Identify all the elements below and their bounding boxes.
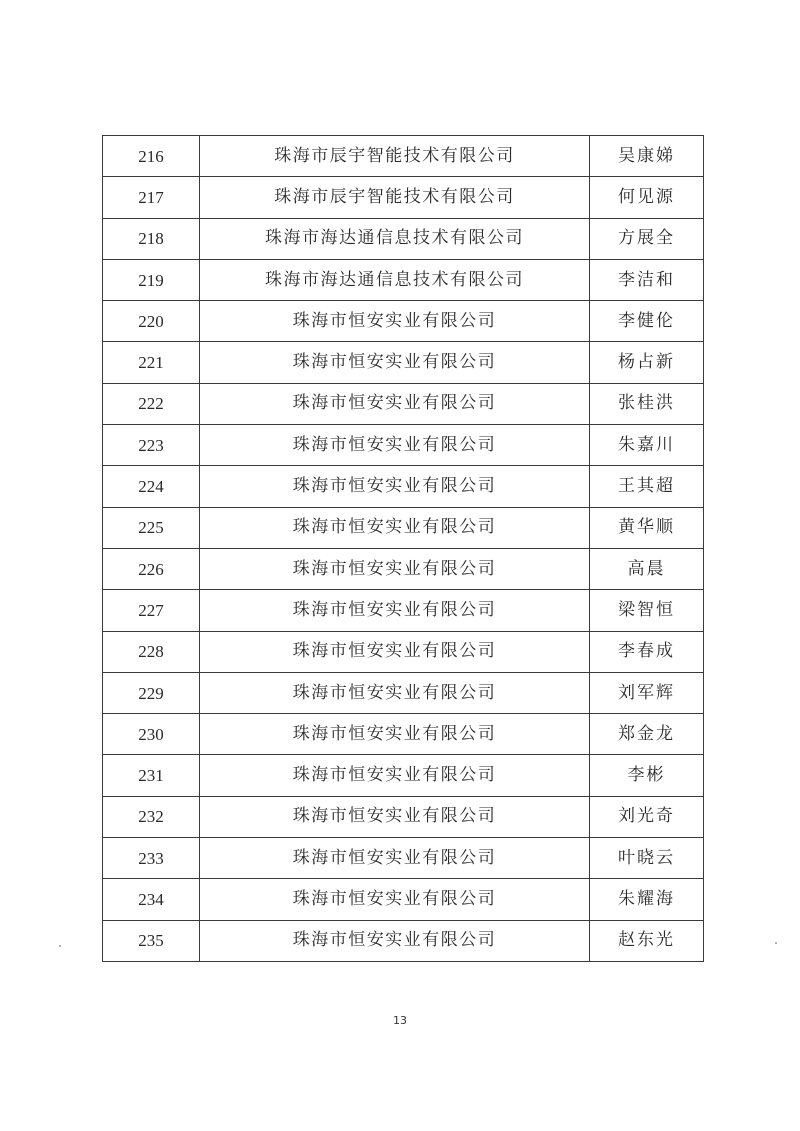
row-number-cell: 234 — [103, 879, 200, 920]
table-row — [103, 755, 704, 796]
person-name-cell: 刘军辉 — [590, 672, 704, 713]
row-number-cell: 235 — [103, 920, 200, 961]
page-number: 13 — [393, 1014, 407, 1027]
row-number-cell: 226 — [103, 548, 200, 589]
table-row — [103, 425, 704, 466]
person-name-cell: 李彬 — [590, 755, 704, 796]
person-name-cell: 张桂洪 — [590, 383, 704, 424]
company-cell: 珠海市恒安实业有限公司 — [200, 796, 590, 837]
company-cell: 珠海市恒安实业有限公司 — [200, 590, 590, 631]
company-cell: 珠海市恒安实业有限公司 — [200, 548, 590, 589]
table-row — [103, 714, 704, 755]
table-row — [103, 177, 704, 218]
person-name-cell: 李春成 — [590, 631, 704, 672]
row-number-cell: 229 — [103, 672, 200, 713]
person-name-cell: 黄华顺 — [590, 507, 704, 548]
person-name-cell: 李健伦 — [590, 301, 704, 342]
person-name-cell: 王其超 — [590, 466, 704, 507]
table-row — [103, 507, 704, 548]
person-name-cell: 刘光奇 — [590, 796, 704, 837]
table-row — [103, 218, 704, 259]
person-name-cell: 李洁和 — [590, 259, 704, 300]
row-number-cell: 218 — [103, 218, 200, 259]
row-number-cell: 219 — [103, 259, 200, 300]
row-number-cell: 216 — [103, 136, 200, 177]
row-number-cell: 227 — [103, 590, 200, 631]
table-row — [103, 466, 704, 507]
person-name-cell: 朱嘉川 — [590, 425, 704, 466]
table-row — [103, 590, 704, 631]
company-cell: 珠海市海达通信息技术有限公司 — [200, 259, 590, 300]
row-number-cell: 225 — [103, 507, 200, 548]
row-number-cell: 224 — [103, 466, 200, 507]
table-row — [103, 136, 704, 177]
person-name-cell: 朱耀海 — [590, 879, 704, 920]
table-row — [103, 672, 704, 713]
person-name-cell: 赵东光 — [590, 920, 704, 961]
company-cell: 珠海市恒安实业有限公司 — [200, 507, 590, 548]
company-cell: 珠海市恒安实业有限公司 — [200, 920, 590, 961]
scan-speck — [775, 942, 777, 944]
company-cell: 珠海市辰宇智能技术有限公司 — [200, 177, 590, 218]
row-number-cell: 232 — [103, 796, 200, 837]
company-cell: 珠海市恒安实业有限公司 — [200, 838, 590, 879]
table-row — [103, 838, 704, 879]
person-name-cell: 郑金龙 — [590, 714, 704, 755]
scan-speck — [59, 945, 61, 947]
table-row — [103, 301, 704, 342]
row-number-cell: 222 — [103, 383, 200, 424]
row-number-cell: 233 — [103, 838, 200, 879]
table-row — [103, 342, 704, 383]
row-number-cell: 223 — [103, 425, 200, 466]
roster-table — [102, 135, 704, 962]
row-number-cell: 230 — [103, 714, 200, 755]
company-cell: 珠海市辰宇智能技术有限公司 — [200, 136, 590, 177]
person-name-cell: 梁智恒 — [590, 590, 704, 631]
company-cell: 珠海市恒安实业有限公司 — [200, 631, 590, 672]
row-number-cell: 217 — [103, 177, 200, 218]
person-name-cell: 吴康娣 — [590, 136, 704, 177]
company-cell: 珠海市海达通信息技术有限公司 — [200, 218, 590, 259]
company-cell: 珠海市恒安实业有限公司 — [200, 755, 590, 796]
company-cell: 珠海市恒安实业有限公司 — [200, 425, 590, 466]
roster-table-body — [103, 136, 704, 962]
table-row — [103, 383, 704, 424]
table-row — [103, 796, 704, 837]
person-name-cell: 叶晓云 — [590, 838, 704, 879]
row-number-cell: 231 — [103, 755, 200, 796]
company-cell: 珠海市恒安实业有限公司 — [200, 879, 590, 920]
person-name-cell: 方展全 — [590, 218, 704, 259]
table-row — [103, 920, 704, 961]
company-cell: 珠海市恒安实业有限公司 — [200, 714, 590, 755]
table-row — [103, 548, 704, 589]
row-number-cell: 220 — [103, 301, 200, 342]
person-name-cell: 杨占新 — [590, 342, 704, 383]
company-cell: 珠海市恒安实业有限公司 — [200, 342, 590, 383]
company-cell: 珠海市恒安实业有限公司 — [200, 383, 590, 424]
company-cell: 珠海市恒安实业有限公司 — [200, 672, 590, 713]
table-row — [103, 259, 704, 300]
company-cell: 珠海市恒安实业有限公司 — [200, 466, 590, 507]
person-name-cell: 高晨 — [590, 548, 704, 589]
row-number-cell: 221 — [103, 342, 200, 383]
table-row — [103, 879, 704, 920]
company-cell: 珠海市恒安实业有限公司 — [200, 301, 590, 342]
person-name-cell: 何见源 — [590, 177, 704, 218]
row-number-cell: 228 — [103, 631, 200, 672]
table-row — [103, 631, 704, 672]
